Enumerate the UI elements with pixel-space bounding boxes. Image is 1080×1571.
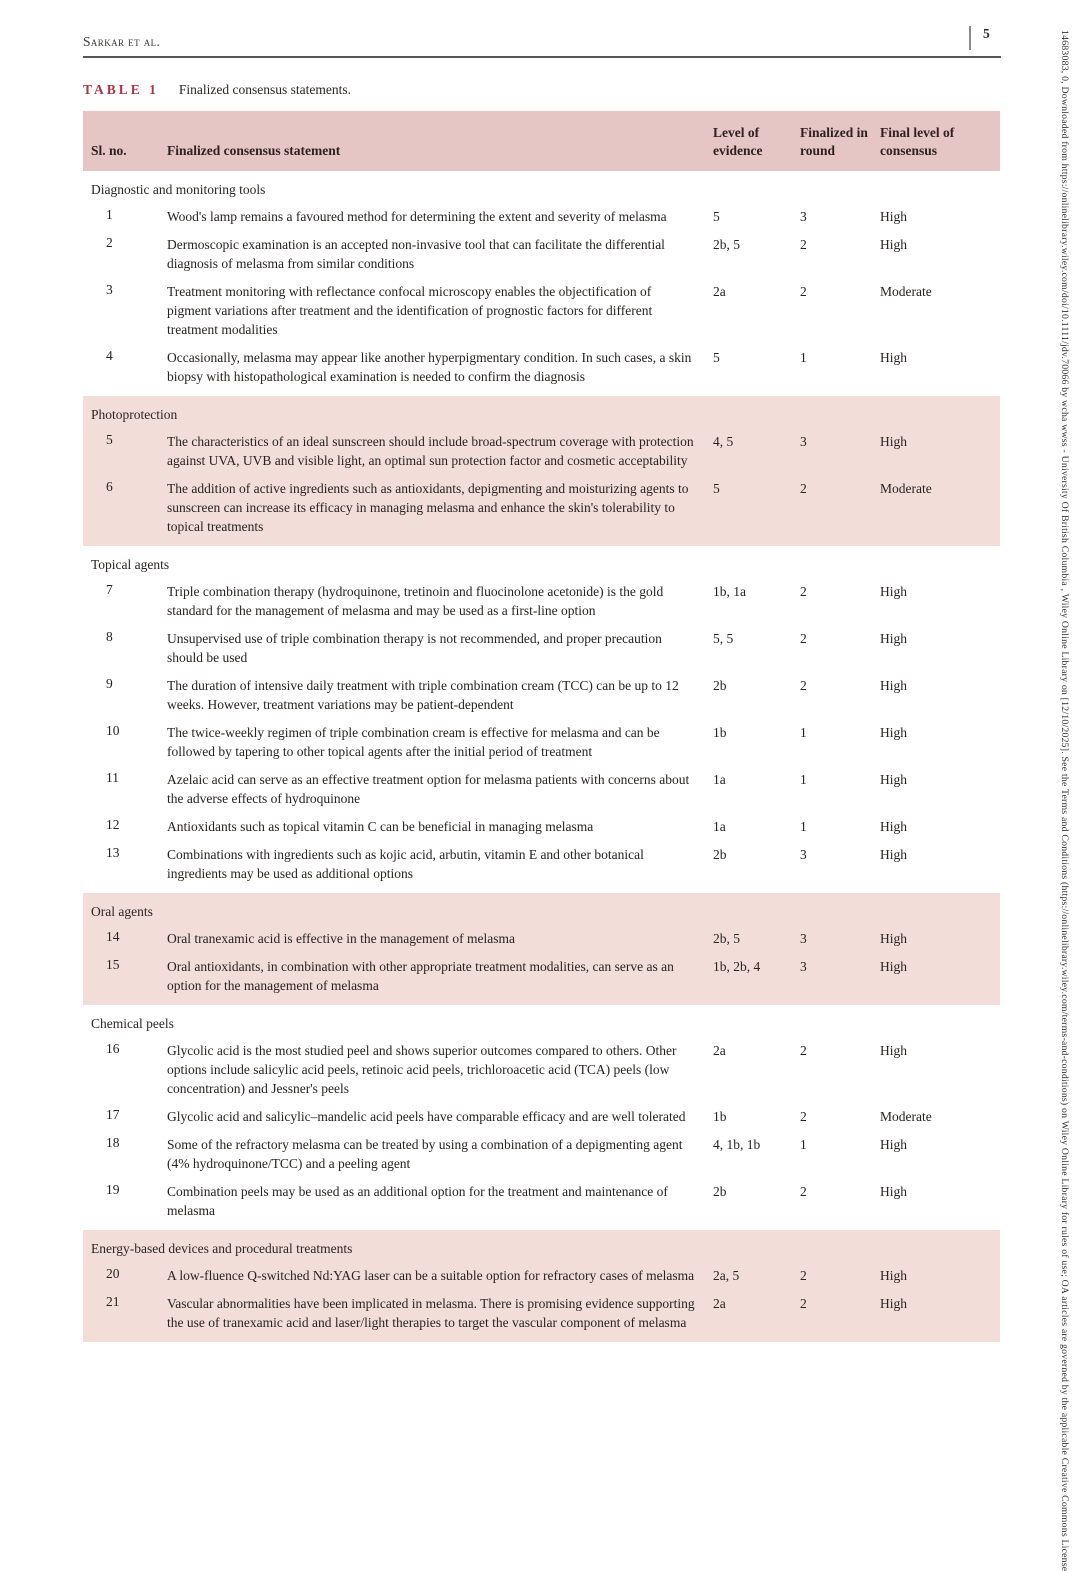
cell-statement: Treatment monitoring with reflectance confocal microscopy enables the objectification of pigment variations after treatment and the identification of prognostic factors for different treatment modalities [167, 284, 653, 337]
cell-level-of-evidence: 2a, 5 [713, 1268, 740, 1283]
cell-sl-no: 14 [106, 929, 120, 944]
consensus-table [83, 111, 1000, 1342]
cell-final-level-of-consensus: High [880, 678, 907, 693]
cell-sl-no: 11 [106, 770, 119, 785]
cell-sl-no: 13 [106, 845, 120, 860]
section-title: Chemical peels [91, 1016, 174, 1031]
cell-sl-no: 8 [106, 629, 113, 644]
table-row [83, 625, 1000, 672]
cell-final-level-of-consensus: High [880, 1268, 907, 1283]
page-number-wrap [969, 26, 1001, 50]
cell-sl-no: 18 [106, 1135, 120, 1150]
table-caption: Finalized consensus statements. [178, 82, 351, 97]
cell-sl-no: 1 [106, 207, 113, 222]
cell-sl-no: 3 [106, 282, 113, 297]
table-section [83, 171, 1000, 396]
cell-level-of-evidence: 1b [713, 1109, 727, 1124]
table-row [83, 278, 1000, 344]
table-row [83, 428, 1000, 475]
cell-final-level-of-consensus: High [880, 434, 907, 449]
cell-finalized-in-round: 2 [800, 1043, 807, 1058]
cell-final-level-of-consensus: High [880, 772, 907, 787]
cell-statement: Dermoscopic examination is an accepted non-invasive tool that can facilitate the differential diagnosis of melasma from similar conditions [167, 237, 665, 271]
cell-sl-no: 4 [106, 348, 113, 363]
cell-statement: The twice-weekly regimen of triple combination cream is effective for melasma and can be followed by tapering to other topical agents after the initial period of treatment [167, 725, 660, 759]
sidebar-license-text: 14683083, 0, Downloaded from https://onlinelibrary.wiley.com/doi/10.1111/jdv.70066 by wcha wwss - University Of British Columbia , Wiley Online Library on [12/10/2025]. See the Terms and Conditions (https://onlinelibrary.wiley.com/terms-and-conditions) on Wiley Online Library for rules of use; OA articles are governed by the applicable Creative Commons License [1059, 30, 1070, 1571]
cell-statement: Triple combination therapy (hydroquinone, tretinoin and fluocinolone acetonide) is the gold standard for the management of melasma and may be used as a first-line option [167, 584, 664, 618]
column-header-sl-no: Sl. no. [91, 143, 127, 158]
section-title: Diagnostic and monitoring tools [91, 182, 266, 197]
table-section [83, 893, 1000, 1005]
cell-level-of-evidence: 4, 1b, 1b [713, 1137, 761, 1152]
table-row [83, 719, 1000, 766]
cell-level-of-evidence: 5, 5 [713, 631, 734, 646]
cell-statement: Occasionally, melasma may appear like another hyperpigmentary condition. In such cases, a skin biopsy with histopathological examination is needed to confirm the diagnosis [167, 350, 692, 384]
table-row [83, 475, 1000, 541]
cell-sl-no: 15 [106, 957, 120, 972]
cell-finalized-in-round: 1 [800, 772, 807, 787]
table-row [83, 672, 1000, 719]
cell-level-of-evidence: 2b [713, 678, 727, 693]
cell-statement: Oral antioxidants, in combination with other appropriate treatment modalities, can serve as an option for the management of melasma [167, 959, 674, 993]
cell-level-of-evidence: 5 [713, 209, 720, 224]
cell-sl-no: 21 [106, 1294, 120, 1309]
cell-level-of-evidence: 1b [713, 725, 727, 740]
cell-sl-no: 6 [106, 479, 113, 494]
cell-sl-no: 16 [106, 1041, 120, 1056]
cell-level-of-evidence: 4, 5 [713, 434, 734, 449]
cell-statement: Glycolic acid is the most studied peel and shows superior outcomes compared to others. Other options include salicylic acid peels, retinoic acid peels, trichloroacetic acid (TCA) peels (low concentration) and Jessner's peels [167, 1043, 677, 1096]
cell-sl-no: 7 [106, 582, 113, 597]
table-body [83, 171, 1000, 1342]
cell-sl-no: 10 [106, 723, 120, 738]
cell-finalized-in-round: 2 [800, 678, 807, 693]
cell-sl-no: 12 [106, 817, 120, 832]
cell-statement: Vascular abnormalities have been implicated in melasma. There is promising evidence supporting the use of tranexamic acid and laser/light therapies to target the vascular component of melasma [167, 1296, 695, 1330]
table-row [83, 231, 1000, 278]
cell-finalized-in-round: 3 [800, 209, 807, 224]
cell-level-of-evidence: 1a [713, 819, 726, 834]
table-row [83, 578, 1000, 625]
table-row [83, 1037, 1000, 1103]
cell-finalized-in-round: 2 [800, 1109, 807, 1124]
cell-final-level-of-consensus: High [880, 350, 907, 365]
section-title: Topical agents [91, 557, 170, 572]
table-row [83, 953, 1000, 1000]
table-section [83, 1005, 1000, 1230]
cell-final-level-of-consensus: High [880, 847, 907, 862]
cell-statement: The addition of active ingredients such as antioxidants, depigmenting and moisturizing agents to sunscreen can increase its efficacy in managing melasma and enhance the skin's tolerability to topical treatments [167, 481, 689, 534]
cell-final-level-of-consensus: High [880, 1137, 907, 1152]
cell-final-level-of-consensus: High [880, 209, 907, 224]
cell-statement: The duration of intensive daily treatment with triple combination cream (TCC) can be up to 12 weeks. However, treatment variations may be patient-dependent [167, 678, 682, 712]
running-head-row [83, 26, 1001, 58]
cell-sl-no: 2 [106, 235, 113, 250]
cell-finalized-in-round: 1 [800, 1137, 807, 1152]
cell-statement: The characteristics of an ideal sunscreen should include broad-spectrum coverage with protection against UVA, UVB and visible light, an optimal sun protection factor and cosmetic acceptability [167, 434, 694, 468]
cell-final-level-of-consensus: High [880, 819, 907, 834]
cell-final-level-of-consensus: High [880, 931, 907, 946]
cell-finalized-in-round: 2 [800, 237, 807, 252]
cell-statement: Azelaic acid can serve as an effective treatment option for melasma patients with concerns about the adverse effects of hydroquinone [167, 772, 690, 806]
cell-finalized-in-round: 2 [800, 1268, 807, 1283]
cell-final-level-of-consensus: High [880, 631, 907, 646]
table-row [83, 1178, 1000, 1225]
section-title: Energy-based devices and procedural treatments [91, 1241, 353, 1256]
section-title: Oral agents [91, 904, 153, 919]
cell-finalized-in-round: 2 [800, 284, 807, 299]
cell-sl-no: 17 [106, 1107, 120, 1122]
cell-final-level-of-consensus: Moderate [880, 1109, 932, 1124]
column-header-statement: Finalized consensus statement [167, 143, 341, 158]
page-number: 5 [983, 26, 990, 41]
cell-finalized-in-round: 2 [800, 481, 807, 496]
table-section [83, 546, 1000, 893]
column-header-level-of-evidence: Level of evidence [713, 125, 763, 158]
cell-statement: Combinations with ingredients such as kojic acid, arbutin, vitamin E and other botanical ingredients may be used as additional options [167, 847, 644, 881]
table-header-row [83, 111, 1000, 171]
cell-final-level-of-consensus: Moderate [880, 481, 932, 496]
section-title: Photoprotection [91, 407, 178, 422]
cell-statement: Antioxidants such as topical vitamin C can be beneficial in managing melasma [167, 819, 594, 834]
cell-final-level-of-consensus: High [880, 1184, 907, 1199]
cell-finalized-in-round: 2 [800, 631, 807, 646]
cell-statement: Glycolic acid and salicylic–mandelic acid peels have comparable efficacy and are well tolerated [167, 1109, 686, 1124]
table-row [83, 1262, 1000, 1290]
cell-final-level-of-consensus: High [880, 237, 907, 252]
cell-sl-no: 9 [106, 676, 113, 691]
cell-level-of-evidence: 1b, 2b, 4 [713, 959, 761, 974]
cell-level-of-evidence: 1b, 1a [713, 584, 746, 599]
cell-sl-no: 5 [106, 432, 113, 447]
cell-finalized-in-round: 2 [800, 1184, 807, 1199]
cell-level-of-evidence: 5 [713, 350, 720, 365]
table-row [83, 1290, 1000, 1337]
cell-sl-no: 19 [106, 1182, 120, 1197]
table-row [83, 813, 1000, 841]
cell-final-level-of-consensus: High [880, 959, 907, 974]
cell-level-of-evidence: 2b [713, 1184, 727, 1199]
cell-level-of-evidence: 2a [713, 1296, 726, 1311]
table-row [83, 925, 1000, 953]
cell-final-level-of-consensus: Moderate [880, 284, 932, 299]
cell-statement: Oral tranexamic acid is effective in the management of melasma [167, 931, 515, 946]
table-section [83, 1230, 1000, 1342]
cell-final-level-of-consensus: High [880, 1296, 907, 1311]
cell-statement: Combination peels may be used as an additional option for the treatment and maintenance of melasma [167, 1184, 668, 1218]
cell-statement: Unsupervised use of triple combination therapy is not recommended, and proper precaution should be used [167, 631, 662, 665]
cell-finalized-in-round: 3 [800, 959, 807, 974]
cell-statement: Wood's lamp remains a favoured method for determining the extent and severity of melasma [167, 209, 667, 224]
cell-finalized-in-round: 1 [800, 819, 807, 834]
cell-finalized-in-round: 1 [800, 725, 807, 740]
cell-finalized-in-round: 3 [800, 931, 807, 946]
cell-level-of-evidence: 2b, 5 [713, 237, 740, 252]
table-section [83, 396, 1000, 546]
cell-level-of-evidence: 2a [713, 284, 726, 299]
cell-statement: A low-fluence Q-switched Nd:YAG laser can be a suitable option for refractory cases of melasma [167, 1268, 695, 1283]
table-caption-row [83, 82, 1001, 98]
cell-finalized-in-round: 3 [800, 434, 807, 449]
table-row [83, 203, 1000, 231]
cell-finalized-in-round: 1 [800, 350, 807, 365]
page-content [83, 26, 1001, 1342]
cell-finalized-in-round: 2 [800, 1296, 807, 1311]
cell-level-of-evidence: 2a [713, 1043, 726, 1058]
cell-level-of-evidence: 1a [713, 772, 726, 787]
column-header-final-level-of-consensus: Final level of consensus [880, 125, 955, 158]
cell-level-of-evidence: 5 [713, 481, 720, 496]
table-row [83, 1103, 1000, 1131]
running-head: Sarkar et al. [83, 34, 161, 49]
table-label: TABLE 1 [83, 82, 159, 97]
cell-final-level-of-consensus: High [880, 1043, 907, 1058]
table-row [83, 841, 1000, 888]
cell-sl-no: 20 [106, 1266, 120, 1281]
cell-statement: Some of the refractory melasma can be treated by using a combination of a depigmenting agent (4% hydroquinone/TCC) and a peeling agent [167, 1137, 683, 1171]
cell-final-level-of-consensus: High [880, 725, 907, 740]
cell-final-level-of-consensus: High [880, 584, 907, 599]
column-header-finalized-in-round: Finalized in round [800, 125, 868, 158]
table-row [83, 1131, 1000, 1178]
cell-finalized-in-round: 2 [800, 584, 807, 599]
table-row [83, 766, 1000, 813]
cell-finalized-in-round: 3 [800, 847, 807, 862]
cell-level-of-evidence: 2b, 5 [713, 931, 740, 946]
table-row [83, 344, 1000, 391]
cell-level-of-evidence: 2b [713, 847, 727, 862]
